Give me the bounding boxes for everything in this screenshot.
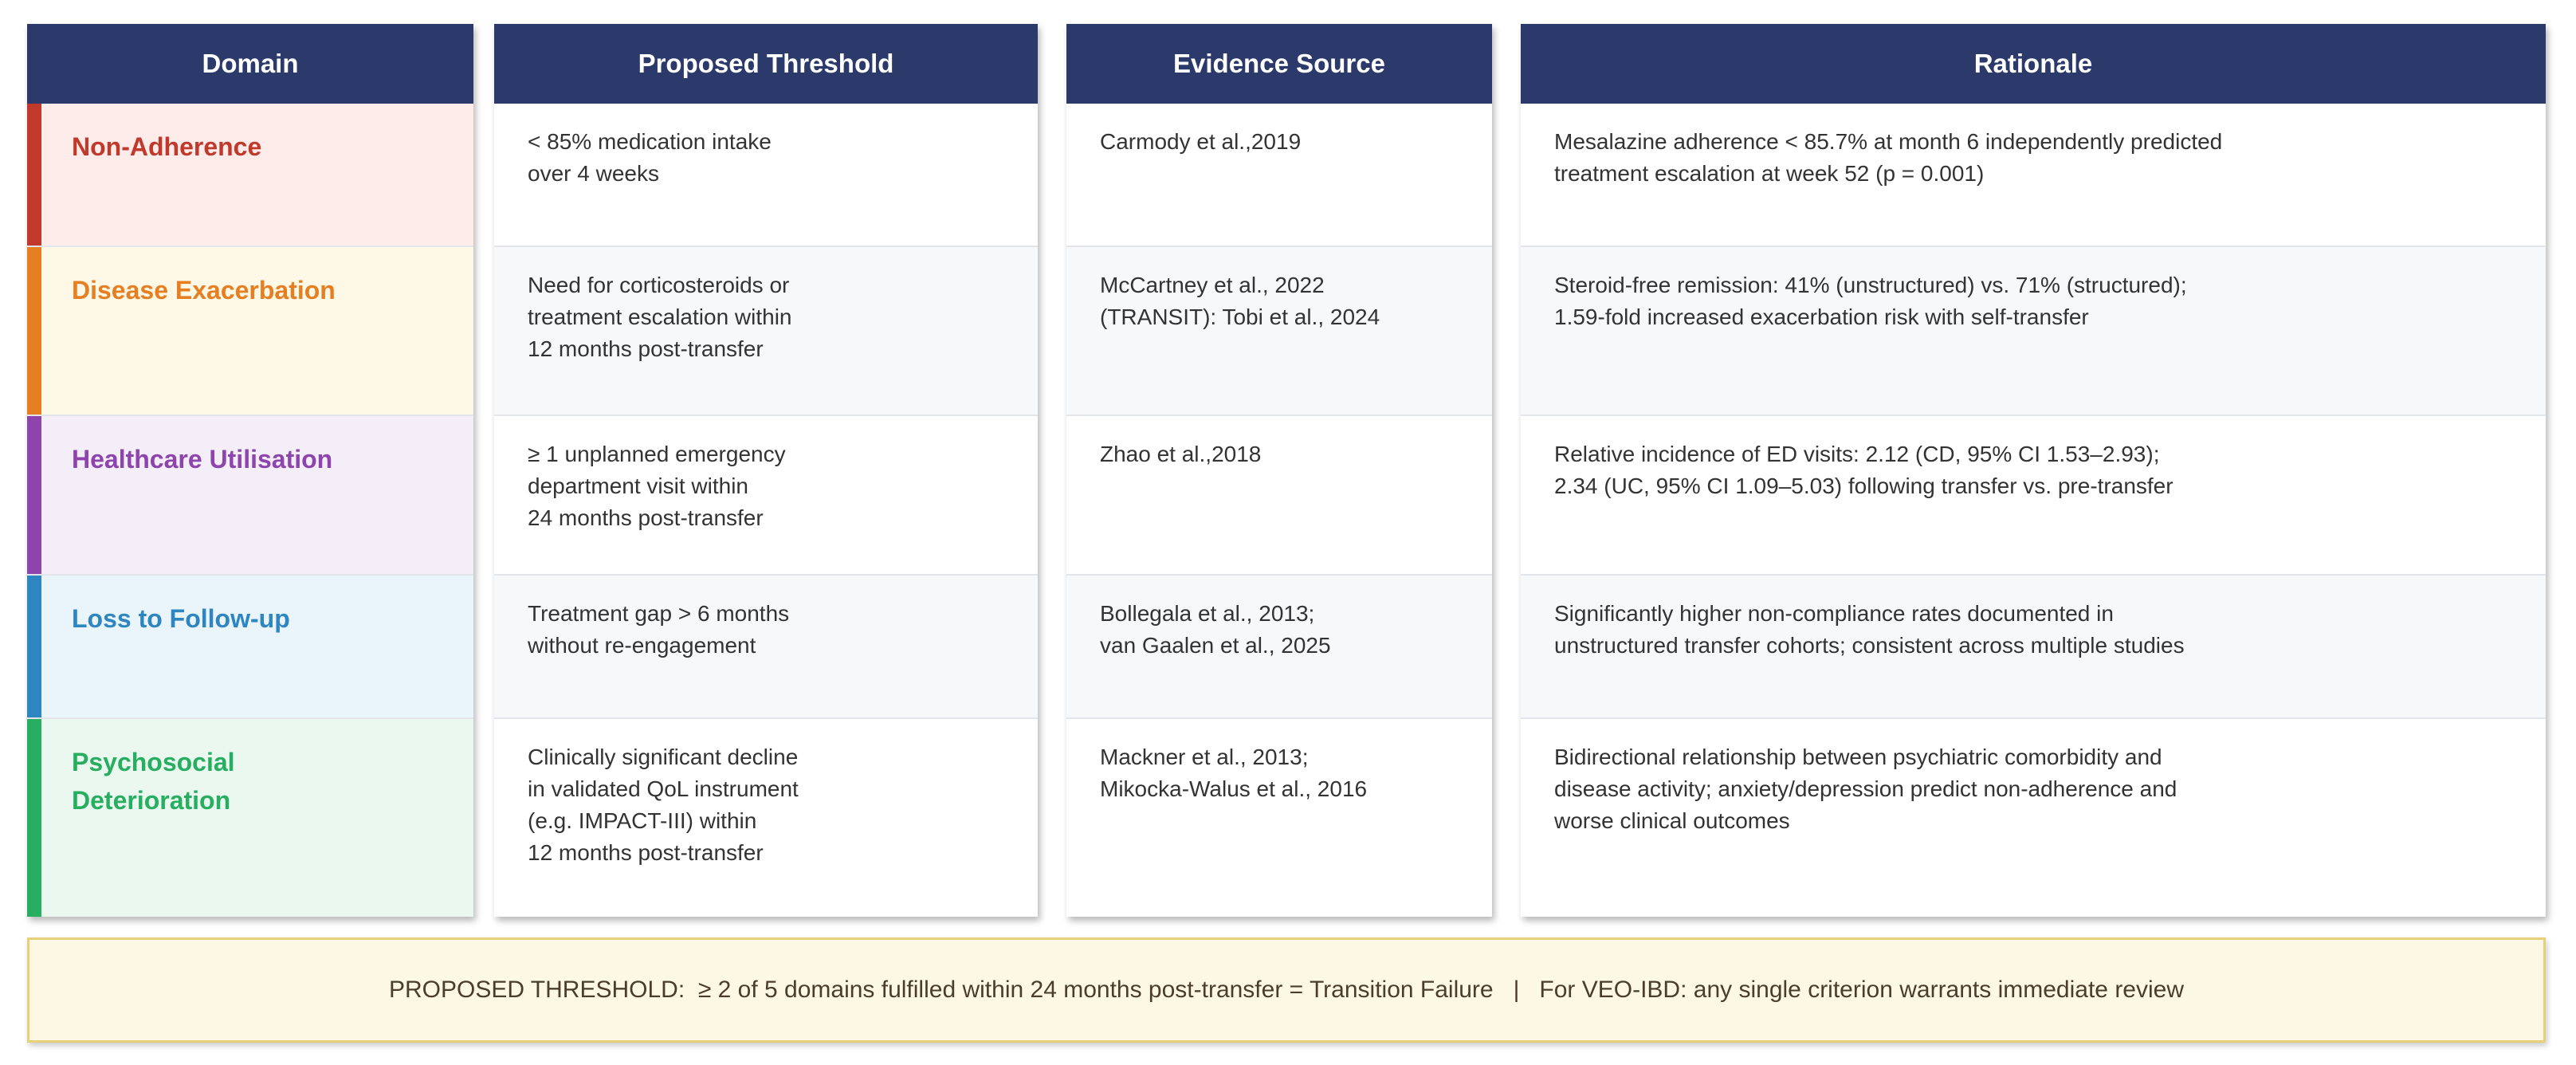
rationale-cell bbox=[1521, 416, 2546, 576]
threshold-cell bbox=[494, 247, 1038, 416]
domain-row-psychosocial-deterioration bbox=[27, 719, 473, 917]
domain-column bbox=[27, 24, 473, 917]
rationale-cell bbox=[1521, 104, 2546, 247]
evidence-cell bbox=[1066, 719, 1492, 917]
evidence-text: Zhao et al.,2018 bbox=[1100, 442, 1262, 466]
domain-label: Psychosocial Deterioration bbox=[72, 748, 235, 815]
domain-color-bar bbox=[27, 719, 41, 917]
evidence-text: McCartney et al., 2022 (TRANSIT): Tobi et al., 2024 bbox=[1100, 273, 1380, 329]
domain-row-non-adherence bbox=[27, 104, 473, 247]
domain-color-bar bbox=[27, 416, 41, 574]
threshold-text: Treatment gap > 6 months without re-engagement bbox=[528, 601, 790, 658]
rationale-header: Rationale bbox=[1521, 24, 2546, 104]
threshold-text: < 85% medication intake over 4 weeks bbox=[528, 129, 772, 186]
rationale-cell bbox=[1521, 247, 2546, 416]
evidence-header: Evidence Source bbox=[1066, 24, 1492, 104]
domain-color-bar bbox=[27, 247, 41, 415]
domain-label: Healthcare Utilisation bbox=[72, 445, 333, 474]
threshold-header: Proposed Threshold bbox=[494, 24, 1038, 104]
threshold-cell bbox=[494, 576, 1038, 719]
rationale-text: Significantly higher non-compliance rates documented in unstructured transfer cohorts; consistent across multiple studies bbox=[1554, 601, 2185, 658]
threshold-cell bbox=[494, 416, 1038, 576]
threshold-cell bbox=[494, 719, 1038, 917]
evidence-text: Carmody et al.,2019 bbox=[1100, 129, 1302, 154]
threshold-summary-banner: PROPOSED THRESHOLD: ≥ 2 of 5 domains fulfilled within 24 months post-transfer = Transition Failure | For VEO-IBD: any single criterion warrants immediate review bbox=[27, 937, 2546, 1043]
evidence-text: Mackner et al., 2013; Mikocka-Walus et al., 2016 bbox=[1100, 745, 1368, 801]
rationale-cell bbox=[1521, 719, 2546, 917]
domain-color-bar bbox=[27, 104, 41, 246]
threshold-text: Clinically significant decline in validated QoL instrument (e.g. IMPACT-III) within 12 months post-transfer bbox=[528, 745, 799, 865]
rationale-text: Relative incidence of ED visits: 2.12 (CD, 95% CI 1.53–2.93); 2.34 (UC, 95% CI 1.09–5.03) following transfer vs. pre-transfer bbox=[1554, 442, 2174, 498]
threshold-text: ≥ 1 unplanned emergency department visit within 24 months post-transfer bbox=[528, 442, 786, 530]
evidence-text: Bollegala et al., 2013; van Gaalen et al., 2025 bbox=[1100, 601, 1331, 658]
threshold-cell bbox=[494, 104, 1038, 247]
rationale-column bbox=[1521, 24, 2546, 917]
domain-row-healthcare-utilisation bbox=[27, 416, 473, 576]
rationale-cell bbox=[1521, 576, 2546, 719]
domain-label: Loss to Follow-up bbox=[72, 604, 290, 633]
domain-label: Disease Exacerbation bbox=[72, 276, 336, 305]
evidence-cell bbox=[1066, 104, 1492, 247]
evidence-cell bbox=[1066, 576, 1492, 719]
rationale-text: Mesalazine adherence < 85.7% at month 6 independently predicted treatment escalation at week 52 (p = 0.001) bbox=[1554, 129, 2223, 186]
rationale-text: Steroid-free remission: 41% (unstructured) vs. 71% (structured); 1.59-fold increased exacerbation risk with self-transfer bbox=[1554, 273, 2187, 329]
domain-row-disease-exacerbation bbox=[27, 247, 473, 416]
evidence-cell bbox=[1066, 416, 1492, 576]
rationale-text: Bidirectional relationship between psychiatric comorbidity and disease activity; anxiety/depression predict non-adherence and worse clinical outcomes bbox=[1554, 745, 2177, 833]
domain-color-bar bbox=[27, 576, 41, 717]
threshold-column bbox=[494, 24, 1038, 917]
domain-header: Domain bbox=[27, 24, 473, 104]
domain-label: Non-Adherence bbox=[72, 132, 262, 161]
evidence-cell bbox=[1066, 247, 1492, 416]
threshold-text: Need for corticosteroids or treatment escalation within 12 months post-transfer bbox=[528, 273, 792, 361]
domain-row-loss-to-follow-up bbox=[27, 576, 473, 719]
evidence-column bbox=[1066, 24, 1492, 917]
